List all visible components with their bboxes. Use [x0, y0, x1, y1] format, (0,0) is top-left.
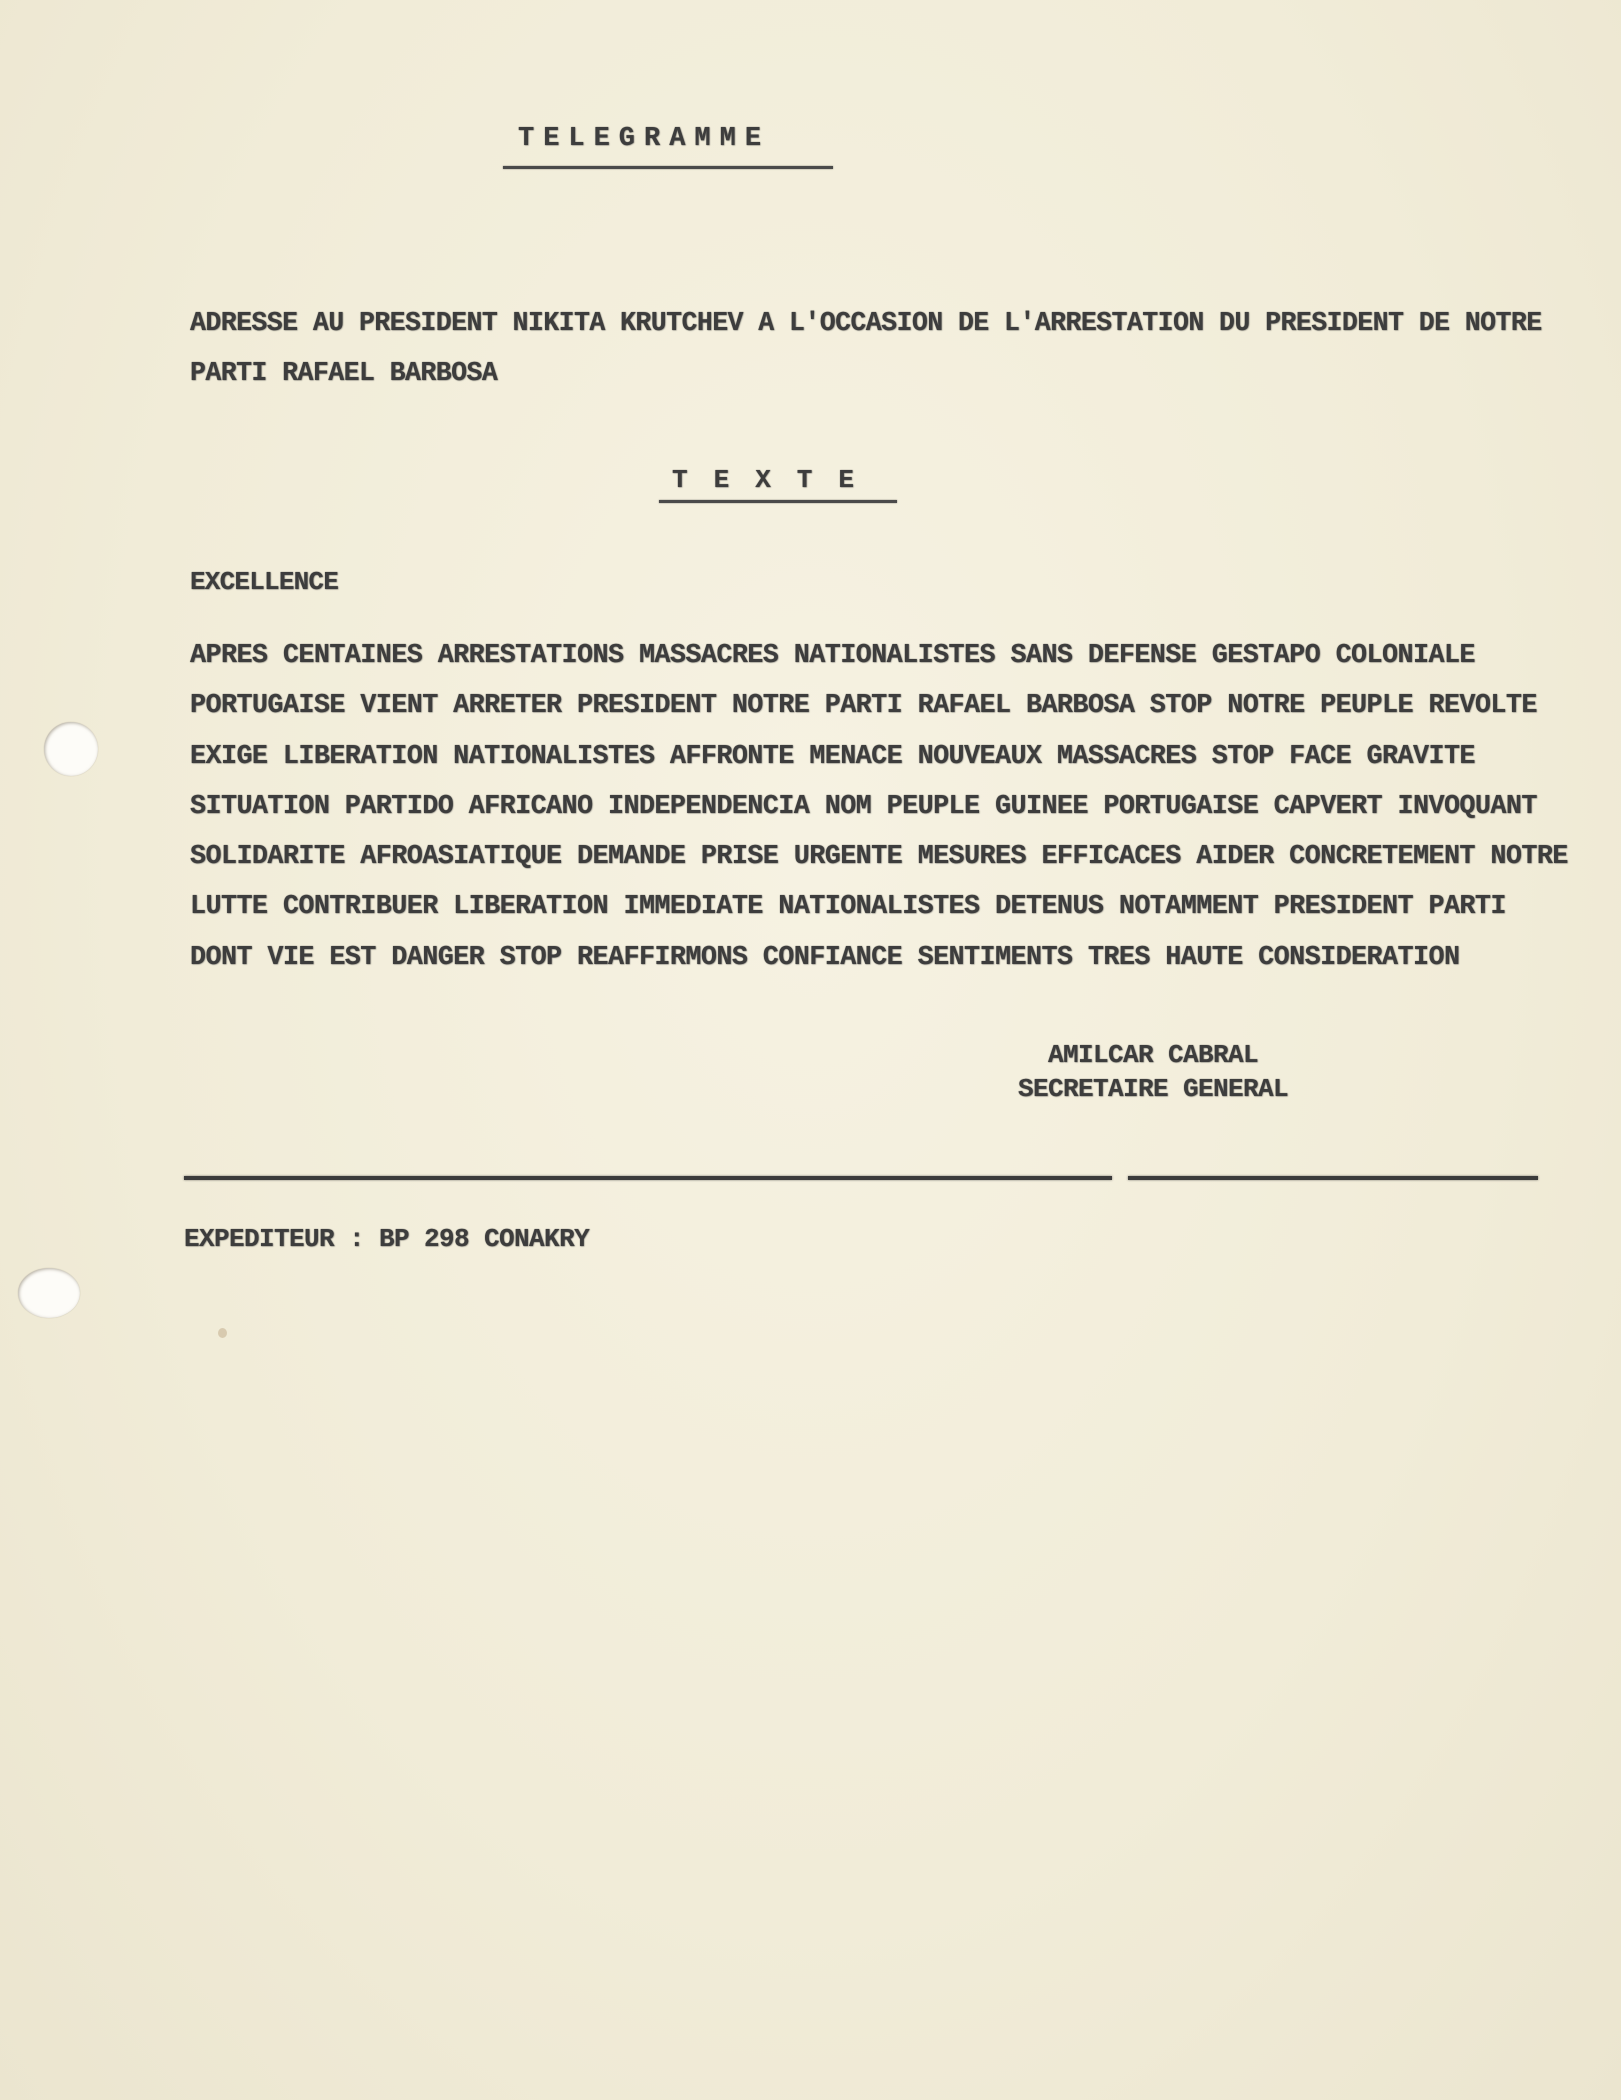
signature-title: SECRETAIRE GENERAL [1018, 1074, 1289, 1104]
signature-name: AMILCAR CABRAL [1048, 1040, 1259, 1070]
title-underline [503, 166, 833, 169]
punch-hole [18, 1268, 80, 1318]
body-line: SOLIDARITE AFROASIATIQUE DEMANDE PRISE URGENTE MESURES EFFICACES AIDER CONCRETEMENT NOTRE [190, 842, 1568, 873]
body-line: SITUATION PARTIDO AFRICANO INDEPENDENCIA NOM PEUPLE GUINEE PORTUGAISE CAPVERT INVOQUANT [190, 791, 1537, 822]
paper-stain [218, 1328, 227, 1338]
document-title: TELEGRAMME [518, 124, 771, 154]
body-line: EXIGE LIBERATION NATIONALISTES AFFRONTE MENACE NOUVEAUX MASSACRES STOP FACE GRAVITE [190, 741, 1475, 772]
salutation: EXCELLENCE [190, 567, 339, 597]
body-line: LUTTE CONTRIBUER LIBERATION IMMEDIATE NATIONALISTES DETENUS NOTAMMENT PRESIDENT PARTI [190, 892, 1506, 923]
divider-rule [1128, 1176, 1538, 1180]
punch-hole [44, 722, 98, 776]
sender-line: EXPEDITEUR : BP 298 CONAKRY [184, 1224, 590, 1254]
address-block [190, 298, 1542, 398]
body-line: PORTUGAISE VIENT ARRETER PRESIDENT NOTRE PARTI RAFAEL BARBOSA STOP NOTRE PEUPLE REVOLTE [190, 691, 1537, 722]
body-line: DONT VIE EST DANGER STOP REAFFIRMONS CONFIANCE SENTIMENTS TRES HAUTE CONSIDERATION [190, 942, 1460, 973]
divider-rule [184, 1176, 1112, 1180]
section-heading: TEXTE [672, 465, 881, 495]
address-line: PARTI RAFAEL BARBOSA [190, 358, 498, 388]
address-line: ADRESSE AU PRESIDENT NIKITA KRUTCHEV A L'OCCASION DE L'ARRESTATION DU PRESIDENT DE NOTRE [190, 308, 1542, 338]
message-body [190, 631, 1568, 983]
body-line: APRES CENTAINES ARRESTATIONS MASSACRES NATIONALISTES SANS DEFENSE GESTAPO COLONIALE [190, 641, 1475, 671]
heading-underline [659, 500, 897, 503]
